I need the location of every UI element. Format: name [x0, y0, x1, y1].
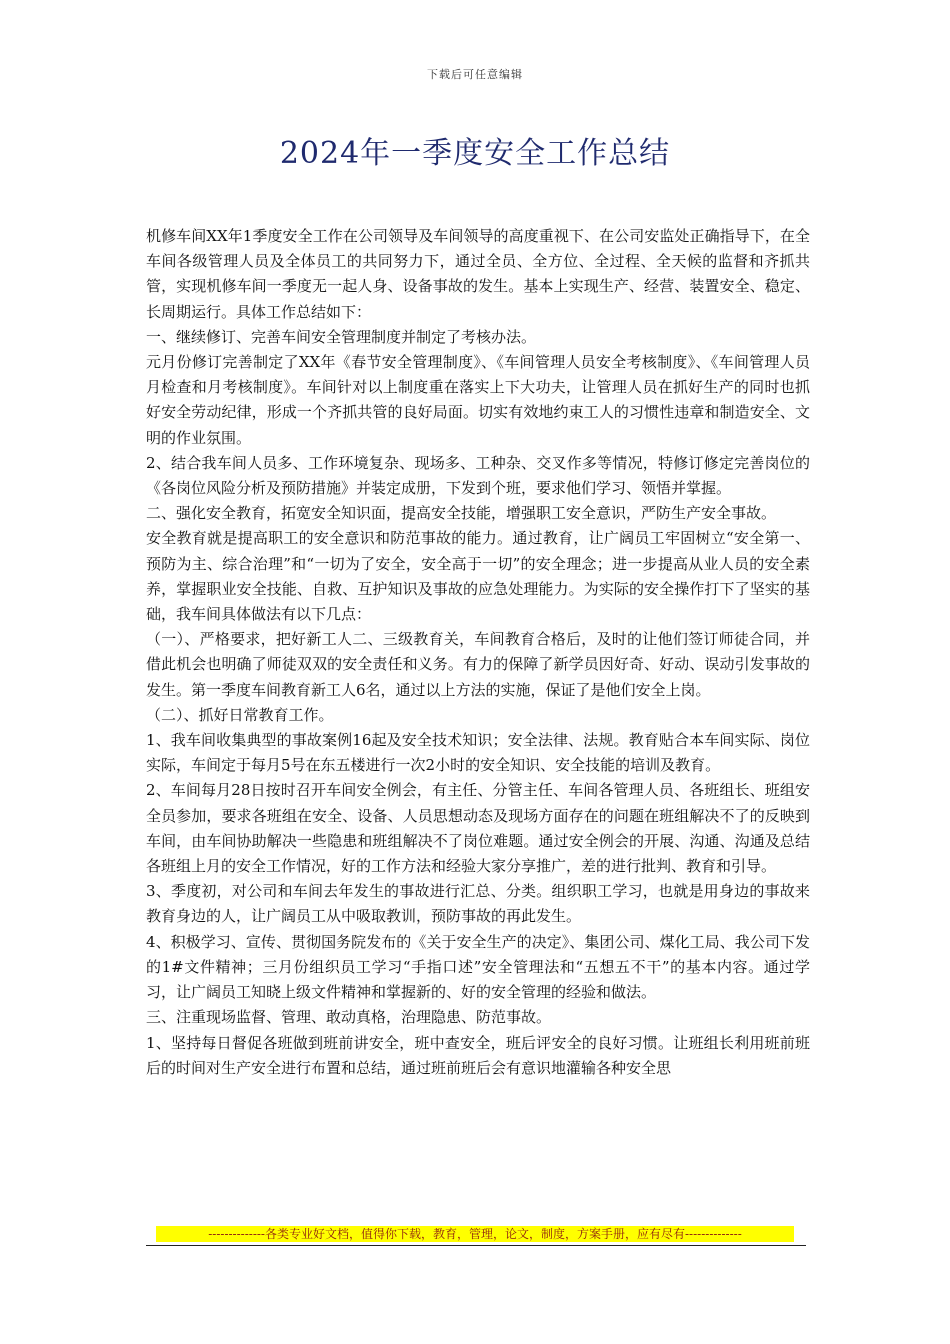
- paragraph: 1、我车间收集典型的事故案例16起及安全技术知识；安全法律、法规。教育贴合本车间实际、岗位实际，车间定于每月5号在东五楼进行一次2小时的安全知识、安全技能的培训及教育。: [146, 731, 810, 775]
- paragraph: 元月份修订完善制定了XX年《春节安全管理制度》、《车间管理人员安全考核制度》、《车间管理人员月检查和月考核制度》。车间针对以上制度重在落实上下大功夫，让管理人员在抓好生产的同时也抓好安全劳动纪律，形成一个齐抓共管的良好局面。切实有效地约束工人的习惯性违章和制造安全、文明的作业氛围。: [146, 353, 810, 447]
- document-body: [146, 224, 810, 1081]
- paragraph: 1、坚持每日督促各班做到班前讲安全，班中查安全，班后评安全的良好习惯。让班组长利用班前班后的时间对生产安全进行布置和总结，通过班前班后会有意识地灌输各种安全思: [146, 1033, 810, 1077]
- paragraph: （二）、抓好日常教育工作。: [146, 705, 334, 724]
- footer-banner: --------------各类专业好文档，值得你下载，教育，管理，论文，制度，方案手册，应有尽有--------------: [156, 1226, 794, 1242]
- paragraph: 3、季度初，对公司和车间去年发生的事故进行汇总、分类。组织职工学习，也就是用身边的事故来教育身边的人，让广阔员工从中吸取教训，预防事故的再此发生。: [146, 882, 810, 926]
- paragraph: 2、车间每月28日按时召开车间安全例会，有主任、分管主任、车间各管理人员、各班组长、班组安全员参加，要求各班组在安全、设备、人员思想动态及现场方面存在的问题在班组解决不了的反映到车间，由车间协助解决一些隐患和班组解决不了岗位难题。通过安全例会的开展、沟通、沟通及总结各班组上月的安全工作情况，好的工作方法和经验大家分享推广，差的进行批判、教育和引导。: [146, 781, 810, 876]
- document-title: 2024年一季度安全工作总结: [279, 136, 671, 171]
- paragraph: 二、强化安全教育，拓宽安全知识面，提高安全技能，增强职工安全意识，严防生产安全事故。: [146, 504, 777, 523]
- page-header-note: 下载后可任意编辑: [427, 68, 523, 81]
- paragraph: 一、继续修订、完善车间安全管理制度并制定了考核办法。: [146, 327, 537, 346]
- paragraph: 4、积极学习、宣传、贯彻国务院发布的《关于安全生产的决定》、集团公司、煤化工局、我公司下发的1#文件精神；三月份组织员工学习“手指口述”安全管理法和“五想五不干”的基本内容。通过学习，让广阔员工知晓上级文件精神和掌握新的、好的安全管理的经验和做法。: [146, 932, 810, 1002]
- footer-divider: [146, 1245, 806, 1246]
- paragraph: （一）、严格要求，把好新工人二、三级教育关，车间教育合格后，及时的让他们签订师徒合同，并借此机会也明确了师徒双双的安全责任和义务。有力的保障了新学员因好奇、好动、误动引发事故的发生。第一季度车间教育新工人6名，通过以上方法的实施，保证了是他们安全上岗。: [146, 630, 810, 699]
- paragraph: 机修车间XX年1季度安全工作在公司领导及车间领导的高度重视下、在公司安监处正确指导下，在全车间各级管理人员及全体员工的共同努力下，通过全员、全方位、全过程、全天候的监督和齐抓共管，实现机修车间一季度无一起人身、设备事故的发生。基本上实现生产、经营、装置安全、稳定、长周期运行。具体工作总结如下：: [146, 227, 810, 321]
- paragraph: 2、结合我车间人员多、工作环境复杂、现场多、工种杂、交叉作多等情况，特修订修定完善岗位的《各岗位风险分析及预防措施》并装定成册，下发到个班，要求他们学习、领悟并掌握。: [146, 453, 810, 498]
- paragraph: 三、注重现场监督、管理、敢动真格，治理隐患、防范事故。: [146, 1008, 552, 1027]
- paragraph: 安全教育就是提高职工的安全意识和防范事故的能力。通过教育，让广阔员工牢固树立“安全第一、预防为主、综合治理”和“一切为了安全，安全高于一切”的安全理念；进一步提高从业人员的安全素养，掌握职业安全技能、自救、互护知识及事故的应急处理能力。为实际的安全操作打下了坚实的基础，我车间具体做法有以下几点：: [146, 529, 810, 624]
